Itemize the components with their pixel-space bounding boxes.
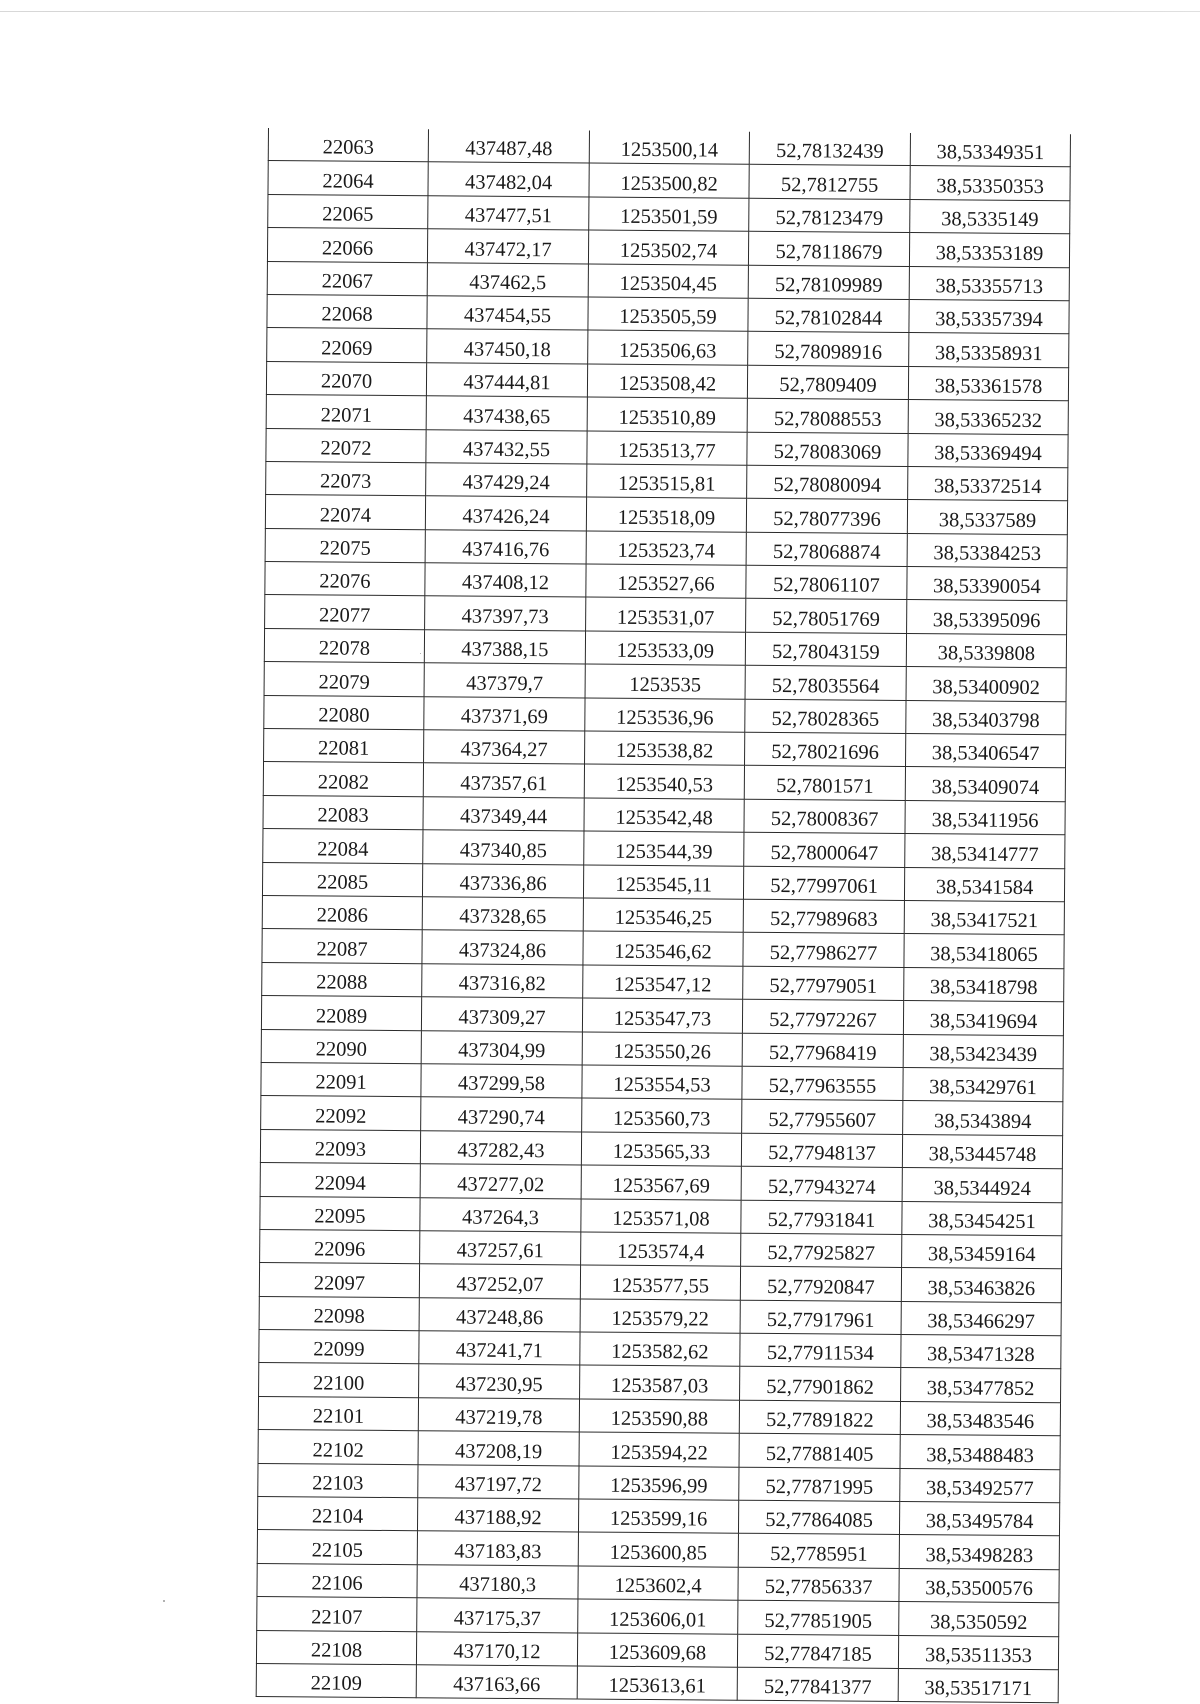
longitude-cell: 38,5335149 [910, 199, 1070, 234]
point-number-cell: 22106 [257, 1563, 417, 1598]
x-coordinate-cell: 437316,82 [422, 964, 583, 999]
x-coordinate-cell: 437163,66 [416, 1665, 577, 1700]
y-coordinate-cell: 1253508,42 [587, 364, 747, 399]
y-coordinate-cell: 1253587,03 [580, 1365, 740, 1400]
longitude-cell: 38,53403798 [906, 700, 1066, 735]
coordinates-table-body [256, 128, 1070, 1703]
longitude-cell: 38,53471328 [901, 1335, 1061, 1370]
point-number-cell: 22077 [265, 595, 425, 630]
x-coordinate-cell: 437309,27 [421, 997, 582, 1032]
longitude-cell: 38,53500576 [899, 1568, 1059, 1603]
point-number-cell: 22099 [259, 1330, 419, 1365]
point-number-cell: 22095 [260, 1196, 420, 1231]
point-number-cell: 22083 [263, 795, 423, 830]
point-number-cell: 22066 [267, 228, 427, 263]
longitude-cell: 38,53406547 [906, 734, 1066, 769]
longitude-cell: 38,53417521 [904, 901, 1064, 936]
x-coordinate-cell: 437290,74 [421, 1097, 582, 1132]
point-number-cell: 22101 [258, 1396, 418, 1431]
x-coordinate-cell: 437462,5 [427, 262, 588, 297]
longitude-cell: 38,5337589 [907, 500, 1067, 535]
longitude-cell: 38,53495784 [899, 1502, 1059, 1537]
point-number-cell: 22098 [259, 1296, 419, 1331]
longitude-cell: 38,53463826 [901, 1268, 1061, 1303]
longitude-cell: 38,53419694 [903, 1001, 1063, 1036]
y-coordinate-cell: 1253542,48 [584, 798, 744, 833]
point-number-cell: 22096 [260, 1229, 420, 1264]
point-number-cell: 22103 [258, 1463, 418, 1498]
x-coordinate-cell: 437429,24 [426, 463, 587, 498]
x-coordinate-cell: 437487,48 [428, 129, 589, 163]
x-coordinate-cell: 437357,61 [423, 763, 584, 798]
x-coordinate-cell: 437416,76 [425, 529, 586, 564]
y-coordinate-cell: 1253577,55 [580, 1265, 740, 1300]
point-number-cell: 22109 [256, 1663, 416, 1698]
coordinates-table-container [256, 128, 1070, 1704]
y-coordinate-cell: 1253560,73 [582, 1098, 742, 1133]
latitude-cell: 52,78008367 [744, 799, 905, 834]
longitude-cell: 38,53459164 [902, 1234, 1062, 1269]
y-coordinate-cell: 1253550,26 [582, 1032, 742, 1067]
y-coordinate-cell: 1253602,4 [578, 1566, 738, 1601]
latitude-cell: 52,77997061 [743, 866, 904, 901]
latitude-cell: 52,78000647 [744, 832, 905, 867]
y-coordinate-cell: 1253540,53 [584, 764, 744, 799]
latitude-cell: 52,77979051 [743, 966, 904, 1001]
point-number-cell: 22079 [264, 662, 424, 697]
point-number-cell: 22080 [264, 695, 424, 730]
latitude-cell: 52,77986277 [743, 933, 904, 968]
longitude-cell: 38,53454251 [902, 1201, 1062, 1236]
x-coordinate-cell: 437379,7 [424, 663, 585, 698]
point-number-cell: 22082 [263, 762, 423, 797]
longitude-cell: 38,53395096 [907, 600, 1067, 635]
longitude-cell: 38,53358931 [909, 333, 1069, 368]
point-number-cell: 22094 [260, 1163, 420, 1198]
latitude-cell: 52,78118679 [748, 231, 909, 266]
longitude-cell: 38,5339808 [906, 633, 1066, 668]
y-coordinate-cell: 1253536,96 [585, 698, 745, 733]
longitude-cell: 38,53409074 [905, 767, 1065, 802]
y-coordinate-cell: 1253505,59 [588, 297, 748, 332]
x-coordinate-cell: 437208,19 [418, 1431, 579, 1466]
latitude-cell: 52,77851905 [738, 1600, 899, 1635]
y-coordinate-cell: 1253502,74 [588, 230, 748, 265]
x-coordinate-cell: 437282,43 [420, 1130, 581, 1165]
longitude-cell: 38,53365232 [908, 400, 1068, 435]
y-coordinate-cell: 1253546,25 [583, 898, 743, 933]
latitude-cell: 52,78123479 [749, 198, 910, 233]
latitude-cell: 52,77841377 [737, 1667, 898, 1702]
latitude-cell: 52,77856337 [738, 1567, 899, 1602]
longitude-cell: 38,53372514 [908, 466, 1068, 501]
y-coordinate-cell: 1253500,82 [589, 163, 749, 198]
longitude-cell: 38,53384253 [907, 533, 1067, 568]
point-number-cell: 22073 [266, 461, 426, 496]
point-number-cell: 22093 [260, 1129, 420, 1164]
y-coordinate-cell: 1253547,73 [582, 998, 742, 1033]
point-number-cell: 22074 [265, 495, 425, 530]
latitude-cell: 52,78109989 [748, 265, 909, 300]
x-coordinate-cell: 437241,71 [419, 1331, 580, 1366]
x-coordinate-cell: 437426,24 [425, 496, 586, 531]
y-coordinate-cell: 1253513,77 [587, 431, 747, 466]
longitude-cell: 38,53390054 [907, 567, 1067, 602]
x-coordinate-cell: 437324,86 [422, 930, 583, 965]
latitude-cell: 52,7812755 [749, 165, 910, 200]
point-number-cell: 22086 [262, 895, 422, 930]
latitude-cell: 52,78088553 [747, 398, 908, 433]
point-number-cell: 22085 [262, 862, 422, 897]
x-coordinate-cell: 437336,86 [422, 863, 583, 898]
y-coordinate-cell: 1253600,85 [578, 1532, 738, 1567]
longitude-cell: 38,53400902 [906, 667, 1066, 702]
point-number-cell: 22105 [257, 1530, 417, 1565]
x-coordinate-cell: 437340,85 [423, 830, 584, 865]
latitude-cell: 52,77989683 [743, 899, 904, 934]
point-number-cell: 22075 [265, 528, 425, 563]
point-number-cell: 22070 [266, 361, 426, 396]
y-coordinate-cell: 1253501,59 [589, 197, 749, 232]
point-number-cell: 22072 [266, 428, 426, 463]
latitude-cell: 52,78102844 [748, 298, 909, 333]
y-coordinate-cell: 1253565,33 [581, 1132, 741, 1167]
y-coordinate-cell: 1253596,99 [579, 1466, 739, 1501]
latitude-cell: 52,7809409 [747, 365, 908, 400]
latitude-cell: 52,77871995 [739, 1467, 900, 1502]
latitude-cell: 52,78083069 [747, 432, 908, 467]
y-coordinate-cell: 1253574,4 [581, 1232, 741, 1267]
longitude-cell: 38,53483546 [900, 1401, 1060, 1436]
latitude-cell: 52,78068874 [746, 532, 907, 567]
y-coordinate-cell: 1253547,12 [583, 965, 743, 1000]
x-coordinate-cell: 437264,3 [420, 1197, 581, 1232]
x-coordinate-cell: 437408,12 [425, 563, 586, 598]
point-number-cell: 22078 [264, 628, 424, 663]
latitude-cell: 52,77920847 [740, 1267, 901, 1302]
x-coordinate-cell: 437248,86 [419, 1297, 580, 1332]
y-coordinate-cell: 1253590,88 [579, 1399, 739, 1434]
latitude-cell: 52,77911534 [740, 1333, 901, 1368]
longitude-cell: 38,53411956 [905, 800, 1065, 835]
x-coordinate-cell: 437364,27 [424, 730, 585, 765]
point-number-cell: 22068 [267, 294, 427, 329]
latitude-cell: 52,78080094 [747, 465, 908, 500]
longitude-cell: 38,5344924 [902, 1168, 1062, 1203]
x-coordinate-cell: 437183,83 [417, 1531, 578, 1566]
latitude-cell: 52,78028365 [745, 699, 906, 734]
y-coordinate-cell: 1253613,61 [577, 1666, 737, 1701]
longitude-cell: 38,53414777 [905, 834, 1065, 869]
longitude-cell: 38,53418065 [904, 934, 1064, 969]
point-number-cell: 22069 [267, 328, 427, 363]
point-number-cell: 22108 [256, 1630, 416, 1665]
y-coordinate-cell: 1253609,68 [577, 1633, 737, 1668]
latitude-cell: 52,77917961 [740, 1300, 901, 1335]
point-number-cell: 22076 [265, 562, 425, 597]
longitude-cell: 38,53488483 [900, 1435, 1060, 1470]
longitude-cell: 38,53429761 [903, 1067, 1063, 1102]
latitude-cell: 52,7785951 [738, 1534, 899, 1569]
y-coordinate-cell: 1253506,63 [588, 330, 748, 365]
coordinates-table [256, 128, 1071, 1704]
latitude-cell: 52,77963555 [742, 1066, 903, 1101]
latitude-cell: 52,77891822 [739, 1400, 900, 1435]
point-number-cell: 22071 [266, 395, 426, 430]
point-number-cell: 22089 [261, 996, 421, 1031]
point-number-cell: 22102 [258, 1430, 418, 1465]
x-coordinate-cell: 437397,73 [425, 596, 586, 631]
point-number-cell: 22097 [259, 1263, 419, 1298]
y-coordinate-cell: 1253545,11 [583, 865, 743, 900]
y-coordinate-cell: 1253594,22 [579, 1432, 739, 1467]
point-number-cell: 22065 [268, 194, 428, 229]
x-coordinate-cell: 437371,69 [424, 696, 585, 731]
point-number-cell: 22100 [259, 1363, 419, 1398]
point-number-cell: 22063 [268, 128, 428, 162]
longitude-cell: 38,53492577 [900, 1468, 1060, 1503]
point-number-cell: 22064 [268, 161, 428, 196]
x-coordinate-cell: 437477,51 [428, 196, 589, 231]
longitude-cell: 38,53498283 [899, 1535, 1059, 1570]
x-coordinate-cell: 437454,55 [427, 296, 588, 331]
y-coordinate-cell: 1253518,09 [586, 497, 746, 532]
y-coordinate-cell: 1253500,14 [589, 131, 749, 165]
x-coordinate-cell: 437472,17 [427, 229, 588, 264]
x-coordinate-cell: 437175,37 [417, 1598, 578, 1633]
x-coordinate-cell: 437304,99 [421, 1030, 582, 1065]
longitude-cell: 38,53466297 [901, 1301, 1061, 1336]
point-number-cell: 22092 [261, 1096, 421, 1131]
latitude-cell: 52,78043159 [745, 632, 906, 667]
x-coordinate-cell: 437444,81 [426, 362, 587, 397]
point-number-cell: 22081 [264, 729, 424, 764]
longitude-cell: 38,53477852 [901, 1368, 1061, 1403]
y-coordinate-cell: 1253510,89 [587, 397, 747, 432]
y-coordinate-cell: 1253533,09 [585, 631, 745, 666]
longitude-cell: 38,5343894 [903, 1101, 1063, 1136]
longitude-cell: 38,53353189 [909, 233, 1069, 268]
y-coordinate-cell: 1253546,62 [583, 931, 743, 966]
latitude-cell: 52,78051769 [746, 599, 907, 634]
scan-top-edge-line [0, 11, 1200, 12]
y-coordinate-cell: 1253531,07 [586, 597, 746, 632]
y-coordinate-cell: 1253582,62 [580, 1332, 740, 1367]
y-coordinate-cell: 1253523,74 [586, 531, 746, 566]
table-row [256, 1663, 1058, 1703]
point-number-cell: 22088 [262, 962, 422, 997]
y-coordinate-cell: 1253606,01 [578, 1599, 738, 1634]
longitude-cell: 38,53445748 [902, 1134, 1062, 1169]
longitude-cell: 38,53511353 [898, 1635, 1058, 1670]
latitude-cell: 52,77968419 [742, 1033, 903, 1068]
longitude-cell: 38,53357394 [909, 299, 1069, 334]
y-coordinate-cell: 1253599,16 [578, 1499, 738, 1534]
x-coordinate-cell: 437432,55 [426, 429, 587, 464]
latitude-cell: 52,78021696 [745, 732, 906, 767]
point-number-cell: 22084 [263, 829, 423, 864]
latitude-cell: 52,78035564 [745, 666, 906, 701]
longitude-cell: 38,53369494 [908, 433, 1068, 468]
x-coordinate-cell: 437299,58 [421, 1064, 582, 1099]
longitude-cell: 38,5341584 [904, 867, 1064, 902]
x-coordinate-cell: 437219,78 [418, 1398, 579, 1433]
x-coordinate-cell: 437349,44 [423, 797, 584, 832]
x-coordinate-cell: 437230,95 [419, 1364, 580, 1399]
latitude-cell: 52,77931841 [741, 1200, 902, 1235]
longitude-cell: 38,53517171 [898, 1668, 1058, 1703]
longitude-cell: 38,53423439 [903, 1034, 1063, 1069]
y-coordinate-cell: 1253544,39 [584, 831, 744, 866]
y-coordinate-cell: 1253515,81 [587, 464, 747, 499]
x-coordinate-cell: 437388,15 [424, 630, 585, 665]
latitude-cell: 52,78077396 [746, 499, 907, 534]
latitude-cell: 52,78132439 [749, 132, 910, 166]
latitude-cell: 52,77948137 [741, 1133, 902, 1168]
longitude-cell: 38,5350592 [899, 1602, 1059, 1637]
longitude-cell: 38,53361578 [908, 366, 1068, 401]
latitude-cell: 52,77972267 [742, 999, 903, 1034]
x-coordinate-cell: 437197,72 [418, 1464, 579, 1499]
latitude-cell: 52,77881405 [739, 1433, 900, 1468]
latitude-cell: 52,77955607 [742, 1100, 903, 1135]
y-coordinate-cell: 1253527,66 [586, 564, 746, 599]
longitude-cell: 38,53350353 [910, 166, 1070, 201]
point-number-cell: 22104 [257, 1496, 417, 1531]
x-coordinate-cell: 437170,12 [416, 1631, 577, 1666]
y-coordinate-cell: 1253571,08 [581, 1198, 741, 1233]
latitude-cell: 52,77847185 [737, 1634, 898, 1669]
longitude-cell: 38,53418798 [904, 967, 1064, 1002]
y-coordinate-cell: 1253554,53 [582, 1065, 742, 1100]
point-number-cell: 22090 [261, 1029, 421, 1064]
point-number-cell: 22067 [267, 261, 427, 296]
latitude-cell: 52,77901862 [740, 1367, 901, 1402]
scan-speck [163, 1600, 165, 1602]
x-coordinate-cell: 437277,02 [420, 1164, 581, 1199]
x-coordinate-cell: 437180,3 [417, 1565, 578, 1600]
y-coordinate-cell: 1253579,22 [580, 1299, 740, 1334]
latitude-cell: 52,78061107 [746, 565, 907, 600]
x-coordinate-cell: 437450,18 [427, 329, 588, 364]
point-number-cell: 22091 [261, 1062, 421, 1097]
y-coordinate-cell: 1253535 [585, 664, 745, 699]
x-coordinate-cell: 437257,61 [420, 1231, 581, 1266]
point-number-cell: 22087 [262, 929, 422, 964]
x-coordinate-cell: 437328,65 [422, 897, 583, 932]
y-coordinate-cell: 1253567,69 [581, 1165, 741, 1200]
x-coordinate-cell: 437438,65 [426, 396, 587, 431]
point-number-cell: 22107 [257, 1597, 417, 1632]
latitude-cell: 52,77925827 [741, 1233, 902, 1268]
x-coordinate-cell: 437252,07 [419, 1264, 580, 1299]
x-coordinate-cell: 437188,92 [417, 1498, 578, 1533]
latitude-cell: 52,77943274 [741, 1166, 902, 1201]
x-coordinate-cell: 437482,04 [428, 162, 589, 197]
y-coordinate-cell: 1253504,45 [588, 264, 748, 299]
y-coordinate-cell: 1253538,82 [585, 731, 745, 766]
longitude-cell: 38,53349351 [910, 133, 1070, 167]
latitude-cell: 52,7801571 [744, 766, 905, 801]
latitude-cell: 52,77864085 [738, 1500, 899, 1535]
latitude-cell: 52,78098916 [748, 332, 909, 367]
longitude-cell: 38,53355713 [909, 266, 1069, 301]
